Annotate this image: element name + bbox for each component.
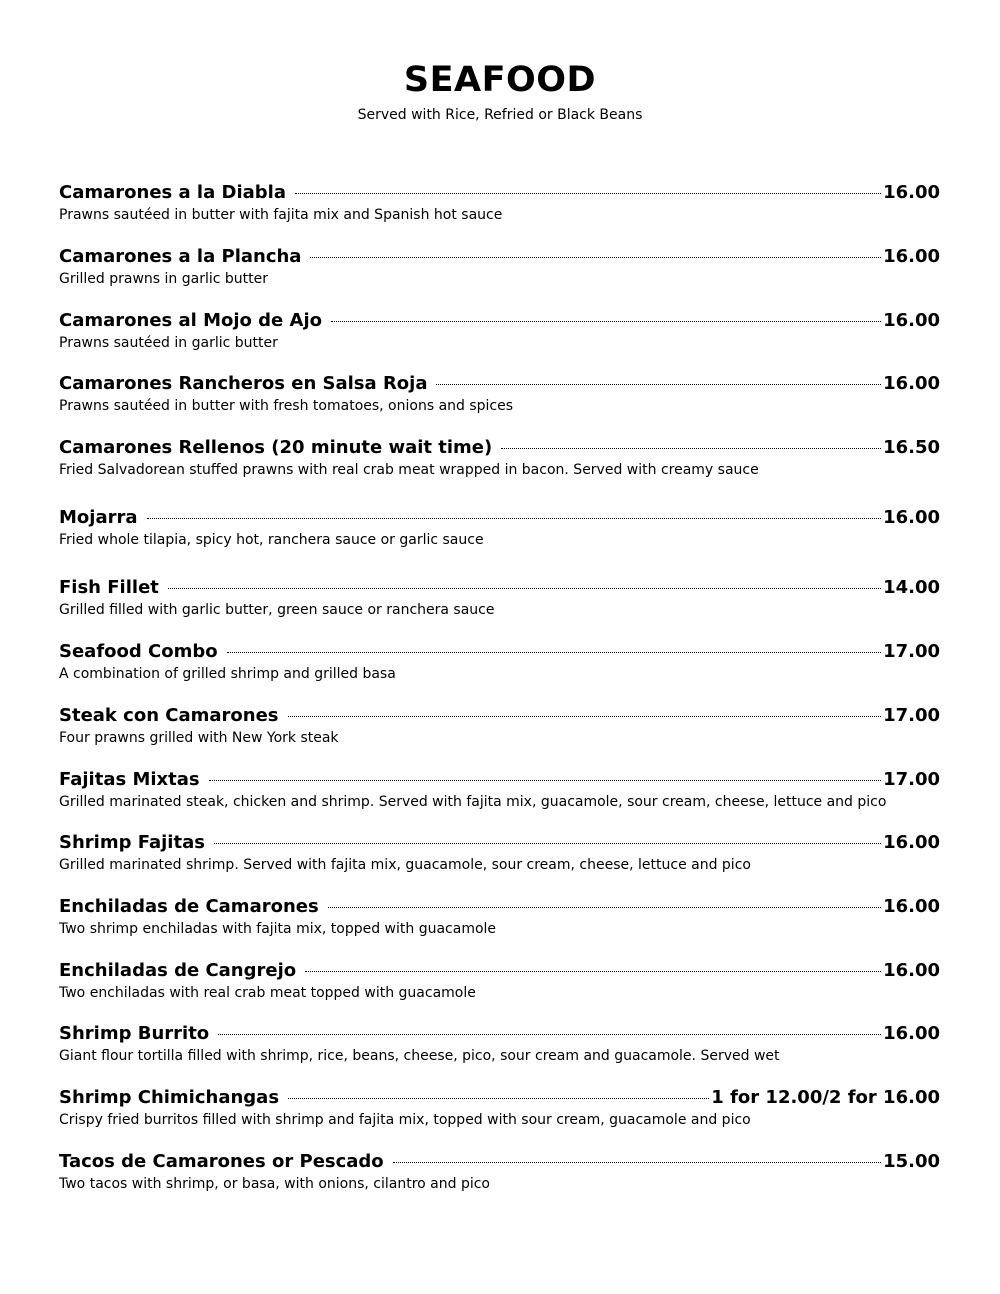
- menu-item: [59, 1085, 940, 1129]
- menu-item-line: [59, 1085, 940, 1110]
- menu-item: [59, 1021, 940, 1065]
- menu-item-line: [59, 435, 940, 460]
- menu-item-line: [59, 505, 940, 530]
- menu-item-name: Shrimp Chimichangas: [59, 1087, 280, 1108]
- menu-item-description: Grilled marinated steak, chicken and shrimp. Served with fajita mix, guacamole, sour cream, cheese, lettuce and pico: [59, 794, 887, 810]
- dot-leader: [209, 780, 881, 781]
- menu-item-name: Steak con Camarones: [59, 705, 279, 726]
- menu-item-price: 16.00: [883, 373, 940, 394]
- menu-item: [59, 505, 940, 549]
- dot-leader: [436, 384, 881, 385]
- menu-item-line: [59, 767, 940, 792]
- menu-item: [59, 894, 940, 938]
- menu-item-description: A combination of grilled shrimp and grilled basa: [59, 666, 396, 682]
- page-title: SEAFOOD: [403, 60, 597, 100]
- menu-item: [59, 435, 940, 479]
- menu-item-description: Grilled marinated shrimp. Served with fajita mix, guacamole, sour cream, cheese, lettuce and pico: [59, 857, 751, 873]
- menu-item: [59, 575, 940, 619]
- menu-item-name: Camarones a la Diabla: [59, 182, 286, 203]
- menu-item-name: Fajitas Mixtas: [59, 769, 200, 790]
- menu-item-name: Camarones al Mojo de Ajo: [59, 310, 322, 331]
- menu-item-price: 17.00: [883, 769, 940, 790]
- menu-item-description: Fried Salvadorean stuffed prawns with real crab meat wrapped in bacon. Served with creamy sauce: [59, 462, 759, 478]
- menu-item-description: Four prawns grilled with New York steak: [59, 730, 339, 746]
- menu-item-name: Enchiladas de Camarones: [59, 896, 319, 917]
- menu-item-name: Tacos de Camarones or Pescado: [59, 1151, 384, 1172]
- menu-item-description: Prawns sautéed in butter with fajita mix and Spanish hot sauce: [59, 207, 503, 223]
- menu-item-line: [59, 958, 940, 983]
- dot-leader: [393, 1162, 881, 1163]
- menu-item-price: 16.50: [883, 437, 940, 458]
- menu-item-description: Two tacos with shrimp, or basa, with onions, cilantro and pico: [59, 1176, 490, 1192]
- menu-item-line: [59, 180, 940, 205]
- menu-item-price: 17.00: [883, 641, 940, 662]
- menu-item-description: Fried whole tilapia, spicy hot, ranchera sauce or garlic sauce: [59, 532, 484, 548]
- menu-item-line: [59, 371, 940, 396]
- menu-item-name: Seafood Combo: [59, 641, 218, 662]
- menu-header: [0, 58, 1000, 124]
- menu-item-price: 16.00: [883, 507, 940, 528]
- menu-item-line: [59, 244, 940, 269]
- menu-item-description: Two shrimp enchiladas with fajita mix, topped with guacamole: [59, 921, 497, 937]
- menu-item: [59, 180, 940, 224]
- menu-item-name: Enchiladas de Cangrejo: [59, 960, 297, 981]
- menu-item-price: 16.00: [883, 832, 940, 853]
- dot-leader: [214, 843, 881, 844]
- dot-leader: [328, 907, 881, 908]
- menu-item-price: 16.00: [883, 896, 940, 917]
- menu-item: [59, 639, 940, 683]
- dot-leader: [331, 321, 881, 322]
- menu-item-name: Fish Fillet: [59, 577, 159, 598]
- menu-item-name: Mojarra: [59, 507, 138, 528]
- dot-leader: [288, 1098, 709, 1099]
- dot-leader: [288, 716, 882, 717]
- dot-leader: [227, 652, 881, 653]
- dot-leader: [218, 1034, 881, 1035]
- menu-item-line: [59, 894, 940, 919]
- menu-item: [59, 830, 940, 874]
- menu-item-line: [59, 308, 940, 333]
- menu-item-description: Grilled prawns in garlic butter: [59, 271, 268, 287]
- dot-leader: [310, 257, 881, 258]
- menu-item-description: Crispy fried burritos filled with shrimp and fajita mix, topped with sour cream, guacamole and pico: [59, 1112, 751, 1128]
- menu-item-line: [59, 639, 940, 664]
- dot-leader: [501, 448, 881, 449]
- menu-item: [59, 1149, 940, 1193]
- menu-item-name: Shrimp Burrito: [59, 1023, 210, 1044]
- menu-item: [59, 244, 940, 288]
- menu-item-price: 15.00: [883, 1151, 940, 1172]
- menu-item: [59, 308, 940, 352]
- menu-item: [59, 767, 940, 811]
- menu-item-price: 16.00: [883, 182, 940, 203]
- menu-item-price: 1 for 12.00/2 for 16.00: [711, 1087, 940, 1108]
- dot-leader: [295, 193, 881, 194]
- menu-item: [59, 371, 940, 415]
- menu-item-price: 16.00: [883, 246, 940, 267]
- menu-item-line: [59, 575, 940, 600]
- menu-item-price: 16.00: [883, 1023, 940, 1044]
- menu-item-line: [59, 1149, 940, 1174]
- menu-item-price: 16.00: [883, 960, 940, 981]
- menu-item-price: 17.00: [883, 705, 940, 726]
- menu-item-name: Camarones Rellenos (20 minute wait time): [59, 437, 493, 458]
- menu-item-line: [59, 703, 940, 728]
- menu-item-line: [59, 830, 940, 855]
- menu-item-name: Camarones Rancheros en Salsa Roja: [59, 373, 428, 394]
- menu-item-name: Shrimp Fajitas: [59, 832, 205, 853]
- menu-item: [59, 958, 940, 1002]
- dot-leader: [168, 588, 881, 589]
- menu-item-description: Prawns sautéed in garlic butter: [59, 335, 278, 351]
- menu-item-price: 16.00: [883, 310, 940, 331]
- dot-leader: [147, 518, 882, 519]
- menu-item-price: 14.00: [883, 577, 940, 598]
- dot-leader: [305, 971, 881, 972]
- menu-item-description: Giant flour tortilla filled with shrimp, rice, beans, cheese, pico, sour cream and guacamole. Served wet: [59, 1048, 780, 1064]
- menu-item-name: Camarones a la Plancha: [59, 246, 302, 267]
- menu-item-line: [59, 1021, 940, 1046]
- page-subtitle: Served with Rice, Refried or Black Beans: [357, 107, 643, 123]
- menu-item-description: Grilled filled with garlic butter, green sauce or ranchera sauce: [59, 602, 495, 618]
- menu-item: [59, 703, 940, 747]
- menu-item-description: Prawns sautéed in butter with fresh tomatoes, onions and spices: [59, 398, 514, 414]
- menu-item-description: Two enchiladas with real crab meat topped with guacamole: [59, 985, 476, 1001]
